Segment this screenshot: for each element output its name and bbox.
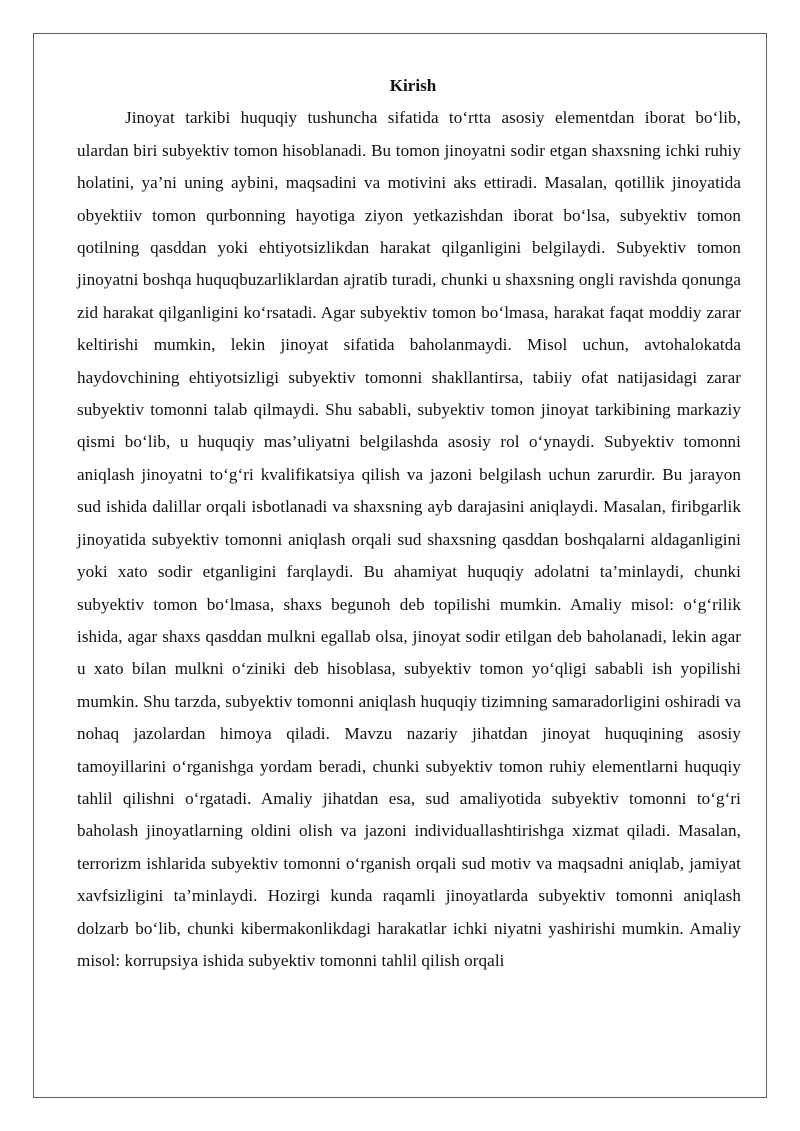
document-body [77,70,741,977]
section-title: Kirish [389,76,437,95]
body-paragraph: Jinoyat tarkibi huquqiy tushuncha sifatida to‘rtta asosiy elementdan iborat bo‘lib, ulardan biri subyektiv tomon hisoblanadi. Bu tomon jinoyatni sodir etgan shaxsning ichki ruhiy holatini, ya’ni uning aybini, maqsadini va motivini aks ettiradi. Masalan, qotillik jinoyatida obyektiiv tomon qurbonning hayotiga ziyon yetkazishdan iborat bo‘lsa, subyektiv tomon qotilning qasddan yoki ehtiyotsizlikdan harakat qilganligini belgilaydi. Subyektiv tomon jinoyatni boshqa huquqbuzarliklardan ajratib turadi, chunki u shaxsning ongli ravishda qonunga zid harakat qilganligini ko‘rsatadi. Agar subyektiv tomon bo‘lmasa, harakat faqat moddiy zarar keltirishi mumkin, lekin jinoyat sifatida baholanmaydi. Misol uchun, avtohalokatda haydovchining ehtiyotsizligi subyektiv tomonni shakllantirsa, tabiiy ofat natijasidagi zarar subyektiv tomonni talab qilmaydi. Shu sababli, subyektiv tomon jinoyat tarkibining markaziy qismi bo‘lib, u huquqiy mas’uliyatni belgilashda asosiy rol o‘ynaydi. Subyektiv tomonni aniqlash jinoyatni to‘g‘ri kvalifikatsiya qilish va jazoni belgilash uchun zarurdir. Bu jarayon sud ishida dalillar orqali isbotlanadi va shaxsning ayb darajasini aniqlaydi. Masalan, firibgarlik jinoyatida subyektiv tomonni aniqlash orqali sud shaxsning qasddan boshqalarni aldaganligini yoki xato sodir etganligini farqlaydi. Bu ahamiyat huquqiy adolatni ta’minlaydi, chunki subyektiv tomon bo‘lmasa, shaxs begunoh deb topilishi mumkin. Amaliy misol: o‘g‘rilik ishida, agar shaxs qasddan mulkni egallab olsa, jinoyat sodir etilgan deb baholanadi, lekin agar u xato bilan mulkni o‘ziniki deb hisoblasa, subyektiv tomon yo‘qligi sababli ish yopilishi mumkin. Shu tarzda, subyektiv tomonni aniqlash huquqiy tizimning samaradorligini oshiradi va nohaq jazolardan himoya qiladi. Mavzu nazariy jihatdan jinoyat huquqining asosiy tamoyillarini o‘rganishga yordam beradi, chunki subyektiv tomon ruhiy elementlarni huquqiy tahlil qilishni o‘rgatadi. Amaliy jihatdan esa, sud amaliyotida subyektiv tomonni to‘g‘ri baholash jinoyatlarning oldini olish va jazoni individuallashtirishga xizmat qiladi. Masalan, terrorizm ishlarida subyektiv tomonni o‘rganish orqali sud motiv va maqsadni aniqlab, jamiyat xavfsizligini ta’minlaydi. Hozirgi kunda raqamli jinoyatlarda subyektiv tomonni aniqlash dolzarb bo‘lib, chunki kibermakonlikdagi harakatlar ichki niyatni yashirishi mumkin. Amaliy misol: korrupsiya ishida subyektiv tomonni tahlil qilish orqali [77,108,741,970]
